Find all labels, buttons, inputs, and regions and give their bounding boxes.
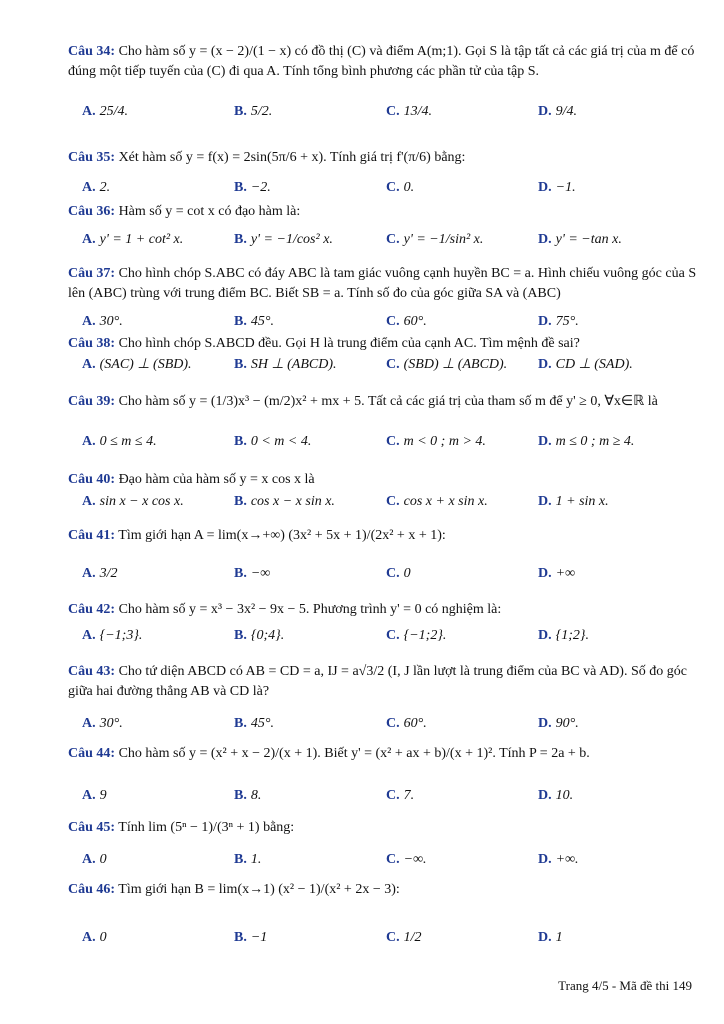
option-value: y' = −1/sin² x. [403,232,484,247]
option-letter: A. [82,716,96,731]
answer-option-a[interactable] [82,852,107,868]
option-letter: C. [386,494,400,509]
answer-option-a[interactable] [82,232,183,248]
option-value: cos x + x sin x. [403,494,488,509]
answer-option-c[interactable] [386,356,507,373]
option-value: −1 [250,930,268,945]
option-letter: D. [538,180,552,195]
question-number: Câu 42: [68,602,116,617]
answer-option-b[interactable] [234,232,333,248]
question-45 [68,818,698,838]
option-letter: A. [82,930,96,945]
answer-row [0,356,724,378]
option-value: cos x − x sin x. [250,494,335,509]
answer-option-b[interactable] [234,356,337,373]
option-value: {−1;2}. [403,628,447,643]
option-value: m < 0 ; m > 4. [403,434,486,449]
option-value: 0 ≤ m ≤ 4. [99,434,157,449]
option-letter: D. [538,434,552,449]
option-value: 9 [99,788,107,803]
option-letter: C. [386,852,400,867]
option-value: 3/2 [99,566,118,581]
option-letter: D. [538,566,552,581]
answer-option-a[interactable] [82,566,118,582]
question-text: Cho hàm số y = x³ − 3x² − 9x − 5. Phương trình y' = 0 có nghiệm là: [115,602,502,617]
answer-option-b[interactable] [234,930,267,946]
option-letter: A. [82,788,96,803]
question-text: Cho hình chóp S.ABCD đều. Gọi H là trung điểm của cạnh AC. Tìm mệnh đề sai? [115,336,580,351]
option-letter: D. [538,852,552,867]
option-value: 7. [403,788,415,803]
option-letter: C. [386,788,400,803]
option-letter: A. [82,852,96,867]
question-number: Câu 46: [68,882,116,897]
answer-option-a[interactable] [82,434,157,450]
question-number: Câu 41: [68,528,116,543]
option-letter: A. [82,232,96,247]
option-letter: B. [234,852,247,867]
question-42 [68,600,698,620]
answer-row [0,628,724,650]
answer-row [0,852,724,874]
answer-option-b[interactable] [234,788,261,804]
option-value: {0;4}. [250,628,285,643]
option-letter: B. [234,180,247,195]
option-letter: A. [82,357,96,372]
answer-option-b[interactable] [234,852,261,868]
question-43 [68,662,698,702]
option-letter: C. [386,232,400,247]
option-value: 30°. [99,716,123,731]
question-36 [68,202,698,222]
option-letter: A. [82,566,96,581]
option-value: −1. [555,180,576,195]
option-value: 90°. [555,716,579,731]
option-value: 13/4. [403,104,433,119]
question-44 [68,744,698,764]
option-value: 1 + sin x. [555,494,609,509]
answer-row [0,180,724,202]
option-letter: A. [82,180,96,195]
question-text: Cho hàm số y = (x² + x − 2)/(x + 1). Biết y' = (x² + ax + b)/(x + 1)². Tính P = 2a + b. [115,746,590,761]
option-value: 1/2 [403,930,422,945]
answer-option-a[interactable] [82,788,107,804]
answer-row [0,314,724,336]
option-value: 2. [99,180,111,195]
answer-option-c[interactable] [386,788,414,804]
question-number: Câu 38: [68,336,116,351]
option-letter: A. [82,104,96,119]
option-value: 30°. [99,314,123,329]
option-value: (SBD) ⊥ (ABCD). [403,357,508,372]
question-number: Câu 40: [68,472,116,487]
question-37 [68,264,698,304]
option-letter: D. [538,494,552,509]
answer-option-d[interactable] [538,434,634,450]
option-value: 60°. [403,314,427,329]
option-value: 45°. [250,716,274,731]
answer-option-c[interactable] [386,566,411,582]
option-letter: B. [234,104,247,119]
answer-option-a[interactable] [82,104,128,120]
answer-option-b[interactable] [234,566,270,582]
answer-row [0,566,724,588]
option-letter: D. [538,628,552,643]
option-letter: C. [386,104,400,119]
question-number: Câu 37: [68,266,116,281]
answer-option-c[interactable] [386,716,427,732]
question-40 [68,470,698,490]
option-letter: C. [386,434,400,449]
option-letter: C. [386,628,400,643]
option-letter: C. [386,716,400,731]
option-letter: D. [538,314,552,329]
option-letter: B. [234,314,247,329]
option-letter: B. [234,628,247,643]
answer-option-d[interactable] [538,930,563,946]
answer-option-d[interactable] [538,104,577,120]
answer-option-c[interactable] [386,494,488,510]
option-letter: B. [234,232,247,247]
question-number: Câu 36: [68,204,116,219]
option-value: 5/2. [250,104,273,119]
option-value: −2. [250,180,271,195]
option-value: 0 < m < 4. [250,434,312,449]
question-35 [68,148,698,168]
answer-option-a[interactable] [82,628,142,644]
answer-option-d[interactable] [538,232,622,248]
option-letter: D. [538,357,552,372]
option-letter: C. [386,930,400,945]
answer-option-c[interactable] [386,852,427,868]
option-letter: D. [538,232,552,247]
option-value: 0 [99,930,107,945]
answer-option-b[interactable] [234,180,271,196]
question-46 [68,880,698,900]
question-number: Câu 35: [68,150,116,165]
option-value: 75°. [555,314,579,329]
question-text: Đạo hàm của hàm số y = x cos x là [115,472,315,487]
answer-option-a[interactable] [82,494,184,510]
answer-row [0,494,724,516]
answer-option-d[interactable] [538,314,579,330]
answer-row [0,232,724,254]
question-text: Cho hình chóp S.ABC có đáy ABC là tam giác vuông cạnh huyền BC = a. Hình chiếu vuông góc của S lên (ABC) trùng với trung điểm BC. Biết SB = a. Tính số đo của góc giữa SA và (ABC) [68,266,697,301]
answer-option-c[interactable] [386,104,432,120]
option-letter: D. [538,788,552,803]
option-value: +∞. [555,852,579,867]
option-letter: A. [82,314,96,329]
page-footer: Trang 4/5 - Mã đề thi 149 [558,978,692,993]
option-letter: B. [234,930,247,945]
question-text: Hàm số y = cot x có đạo hàm là: [115,204,301,219]
answer-option-d[interactable] [538,716,579,732]
question-41 [68,526,698,546]
option-value: 8. [250,788,262,803]
option-letter: B. [234,566,247,581]
option-letter: D. [538,104,552,119]
answer-option-c[interactable] [386,434,486,450]
option-value: 1. [250,852,262,867]
option-letter: D. [538,716,552,731]
answer-option-c[interactable] [386,232,483,248]
option-value: SH ⊥ (ABCD). [250,357,337,372]
option-letter: C. [386,566,400,581]
answer-option-d[interactable] [538,852,579,868]
question-number: Câu 44: [68,746,116,761]
question-text: Cho tứ diện ABCD có AB = CD = a, IJ = a√3/2 (I, J lần lượt là trung điểm của BC và AD). Số đo góc giữa hai đường thẳng AB và CD là? [68,664,687,699]
answer-option-a[interactable] [82,180,110,196]
option-value: {1;2}. [555,628,589,643]
answer-option-d[interactable] [538,494,609,510]
question-39 [68,392,698,412]
option-value: −∞ [250,566,271,581]
option-value: CD ⊥ (SAD). [555,357,633,372]
option-value: 45°. [250,314,274,329]
option-letter: B. [234,434,247,449]
option-value: 10. [555,788,574,803]
option-letter: B. [234,357,247,372]
question-text: Cho hàm số y = (x − 2)/(1 − x) có đồ thị (C) và điểm A(m;1). Gọi S là tập tất cả các giá trị của m để có đúng một tiếp tuyến của (C) đi qua A. Tính tổng bình phương các phần tử của tập S. [68,44,695,79]
option-letter: C. [386,180,400,195]
question-number: Câu 34: [68,44,116,59]
question-text: Cho hàm số y = (1/3)x³ − (m/2)x² + mx + 5. Tất cả các giá trị của tham số m để y' ≥ 0, ∀x∈ℝ là [115,394,658,409]
option-letter: C. [386,314,400,329]
question-text: Tính lim (5ⁿ − 1)/(3ⁿ + 1) bằng: [115,820,295,835]
answer-option-b[interactable] [234,434,311,450]
option-value: −∞. [403,852,427,867]
option-value: 0. [403,180,415,195]
option-value: +∞ [555,566,576,581]
option-letter: C. [386,357,400,372]
option-value: sin x − x cos x. [99,494,184,509]
answer-option-d[interactable] [538,788,573,804]
option-value: y' = 1 + cot² x. [99,232,184,247]
option-value: (SAC) ⊥ (SBD). [99,357,192,372]
option-letter: B. [234,494,247,509]
answer-option-c[interactable] [386,930,422,946]
option-letter: A. [82,434,96,449]
answer-option-a[interactable] [82,930,107,946]
option-value: y' = −tan x. [555,232,622,247]
answer-option-d[interactable] [538,356,633,373]
answer-option-b[interactable] [234,104,272,120]
option-value: 0 [99,852,107,867]
question-number: Câu 45: [68,820,116,835]
option-value: 0 [403,566,411,581]
answer-option-d[interactable] [538,180,576,196]
answer-option-a[interactable] [82,356,192,373]
option-letter: A. [82,628,96,643]
answer-option-c[interactable] [386,180,414,196]
answer-option-b[interactable] [234,494,335,510]
question-34 [68,42,698,82]
answer-option-a[interactable] [82,314,123,330]
question-text: Tìm giới hạn A = lim(x→+∞) (3x² + 5x + 1)/(2x² + x + 1): [115,528,446,543]
option-value: y' = −1/cos² x. [250,232,333,247]
answer-option-b[interactable] [234,716,274,732]
question-number: Câu 43: [68,664,116,679]
option-letter: B. [234,788,247,803]
option-value: 9/4. [555,104,578,119]
answer-option-c[interactable] [386,314,427,330]
question-text: Tìm giới hạn B = lim(x→1) (x² − 1)/(x² + 2x − 3): [115,882,400,897]
option-letter: D. [538,930,552,945]
option-letter: A. [82,494,96,509]
answer-row [0,788,724,810]
option-value: 25/4. [99,104,129,119]
answer-option-a[interactable] [82,716,123,732]
answer-option-d[interactable] [538,628,589,644]
answer-option-d[interactable] [538,566,575,582]
option-value: {−1;3}. [99,628,143,643]
option-value: 1 [555,930,563,945]
answer-option-b[interactable] [234,628,284,644]
answer-option-b[interactable] [234,314,274,330]
option-letter: B. [234,716,247,731]
question-38 [68,334,698,354]
question-text: Xét hàm số y = f(x) = 2sin(5π/6 + x). Tính giá trị f'(π/6) bằng: [115,150,466,165]
option-value: m ≤ 0 ; m ≥ 4. [555,434,635,449]
option-value: 60°. [403,716,427,731]
answer-row [0,930,724,952]
answer-row [0,104,724,126]
question-number: Câu 39: [68,394,116,409]
answer-option-c[interactable] [386,628,446,644]
answer-row [0,716,724,738]
answer-row [0,434,724,456]
